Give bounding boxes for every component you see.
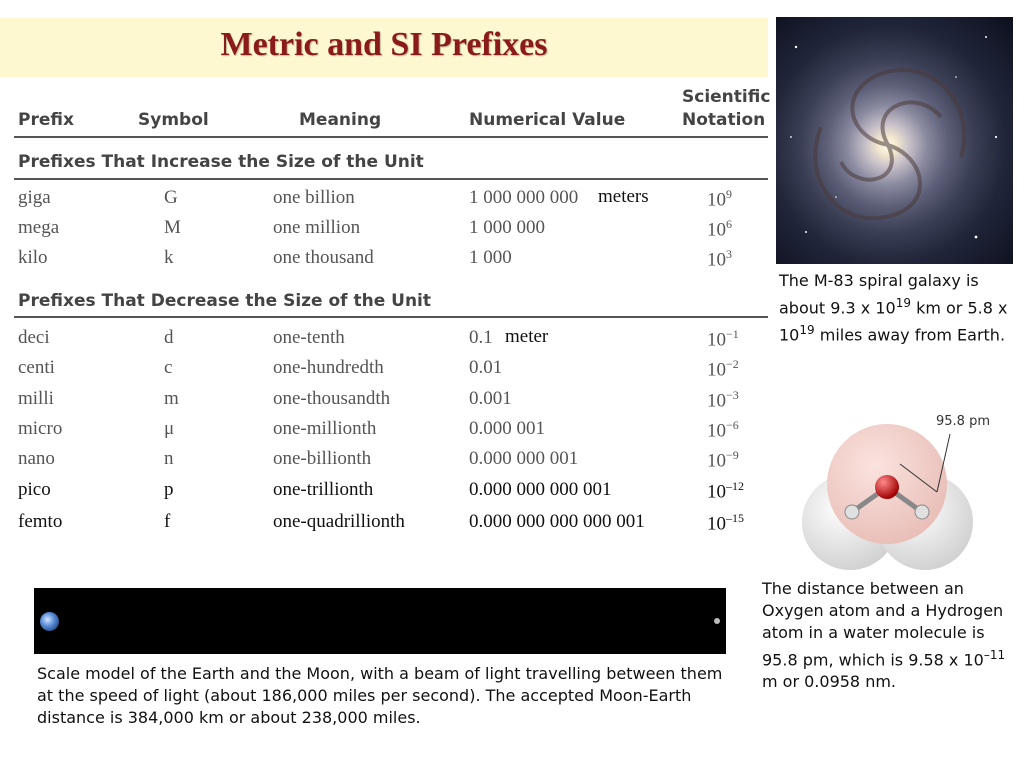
value-cell: 1 000	[469, 247, 512, 268]
galaxy-caption: The M-83 spiral galaxy is about 9.3 x $10^{19}$ km or 5.8 x $10^{19}$ miles away from Earth.	[779, 271, 1008, 345]
meaning-cell: one billion	[273, 187, 355, 208]
scientific-notation-cell: $10^3$	[707, 247, 732, 271]
value-cell: 0.000 000 000 000 001	[469, 510, 645, 532]
earth-moon-model	[34, 588, 726, 654]
section-decrease: Prefixes That Decrease the Size of the Unit	[18, 291, 432, 311]
prefix-cell: mega	[18, 217, 60, 238]
scientific-notation-cell: $10^{-1}$	[707, 327, 739, 351]
prefix-cell: milli	[18, 387, 54, 409]
symbol-cell: m	[164, 387, 179, 409]
table-row	[0, 327, 768, 353]
table-row	[0, 247, 768, 273]
table-row	[0, 217, 768, 243]
scientific-notation-cell: $10^{-3}$	[707, 387, 739, 411]
symbol-cell: c	[164, 357, 173, 379]
value-cell: 1 000 000	[469, 217, 545, 238]
prefix-cell: micro	[18, 417, 63, 439]
header-meaning: Meaning	[299, 110, 382, 130]
header-rule	[14, 136, 768, 138]
section-decrease-rule	[14, 316, 768, 318]
page-title: Metric and SI Prefixes	[220, 26, 548, 63]
meaning-cell: one-hundredth	[273, 357, 384, 379]
value-cell: 0.01	[469, 357, 503, 379]
section-increase: Prefixes That Increase the Size of the Unit	[18, 152, 424, 172]
water-molecule-image	[800, 412, 990, 572]
scientific-notation-cell: $10^{-6}$	[707, 417, 739, 442]
prefix-cell: kilo	[18, 247, 48, 268]
header-prefix: Prefix	[18, 110, 74, 130]
symbol-cell: G	[164, 187, 178, 208]
symbol-cell: M	[164, 217, 181, 238]
header-symbol: Symbol	[138, 110, 209, 130]
galaxy-image	[776, 17, 1013, 264]
scientific-notation-cell: $10^{-15}$	[707, 510, 744, 535]
meaning-cell: one million	[273, 217, 361, 238]
meaning-cell: one-thousandth	[273, 387, 391, 409]
symbol-cell: p	[164, 478, 174, 500]
molecule-distance-label: 95.8 pm	[936, 414, 990, 429]
prefix-cell: deci	[18, 327, 50, 348]
table-row	[0, 479, 768, 505]
symbol-cell: f	[164, 510, 171, 532]
value-cell: 0.000 001	[469, 417, 545, 439]
table-row	[0, 388, 768, 414]
earth-icon	[40, 612, 59, 631]
symbol-cell: μ	[164, 417, 175, 439]
section-increase-rule	[14, 178, 768, 180]
table-row	[0, 448, 768, 474]
header-numerical-value: Numerical Value	[469, 110, 626, 130]
prefix-cell: centi	[18, 357, 55, 379]
symbol-cell: k	[164, 247, 174, 268]
value-cell: 1 000 000 000	[469, 187, 579, 208]
unit-meters: meters	[598, 186, 649, 207]
header-scientific: Scientific	[682, 87, 771, 107]
meaning-cell: one-trillionth	[273, 478, 374, 500]
meaning-cell: one-millionth	[273, 417, 377, 439]
symbol-cell: d	[164, 327, 174, 348]
meaning-cell: one thousand	[273, 247, 374, 268]
table-row	[0, 187, 768, 213]
value-cell: 0.000 000 000 001	[469, 478, 612, 500]
meaning-cell: one-quadrillionth	[273, 510, 405, 532]
value-cell: 0.001	[469, 387, 512, 409]
value-cell: 0.000 000 001	[469, 448, 579, 470]
symbol-cell: n	[164, 448, 174, 470]
meaning-cell: one-billionth	[273, 448, 372, 470]
prefix-cell: pico	[18, 478, 51, 500]
molecule-caption: The distance between an Oxygen atom and a Hydrogen atom in a water molecule is 95.8 pm, which is 9.58 x $10^{-11}$ m or 0.0958 nm.	[762, 579, 1006, 692]
scientific-notation-cell: $10^9$	[707, 187, 732, 211]
prefix-cell: femto	[18, 510, 63, 532]
moon-icon	[714, 618, 720, 624]
unit-meter: meter	[505, 326, 549, 347]
header-notation: Notation	[682, 110, 766, 130]
meaning-cell: one-tenth	[273, 327, 345, 348]
table-row	[0, 418, 768, 444]
scientific-notation-cell: $10^6$	[707, 217, 732, 241]
prefix-cell: nano	[18, 448, 55, 470]
table-row	[0, 357, 768, 383]
table-row	[0, 511, 768, 537]
earth-moon-caption: Scale model of the Earth and the Moon, with a beam of light travelling between them at the speed of light (about 186,000 miles per second). The accepted Moon-Earth distance is 384,000 km or about 238,000 miles.	[37, 664, 723, 727]
scientific-notation-cell: $10^{-2}$	[707, 357, 739, 381]
value-cell: 0.1	[469, 327, 493, 348]
prefix-cell: giga	[18, 187, 51, 208]
scientific-notation-cell: $10^{-9}$	[707, 448, 739, 472]
scientific-notation-cell: $10^{-12}$	[707, 478, 744, 502]
